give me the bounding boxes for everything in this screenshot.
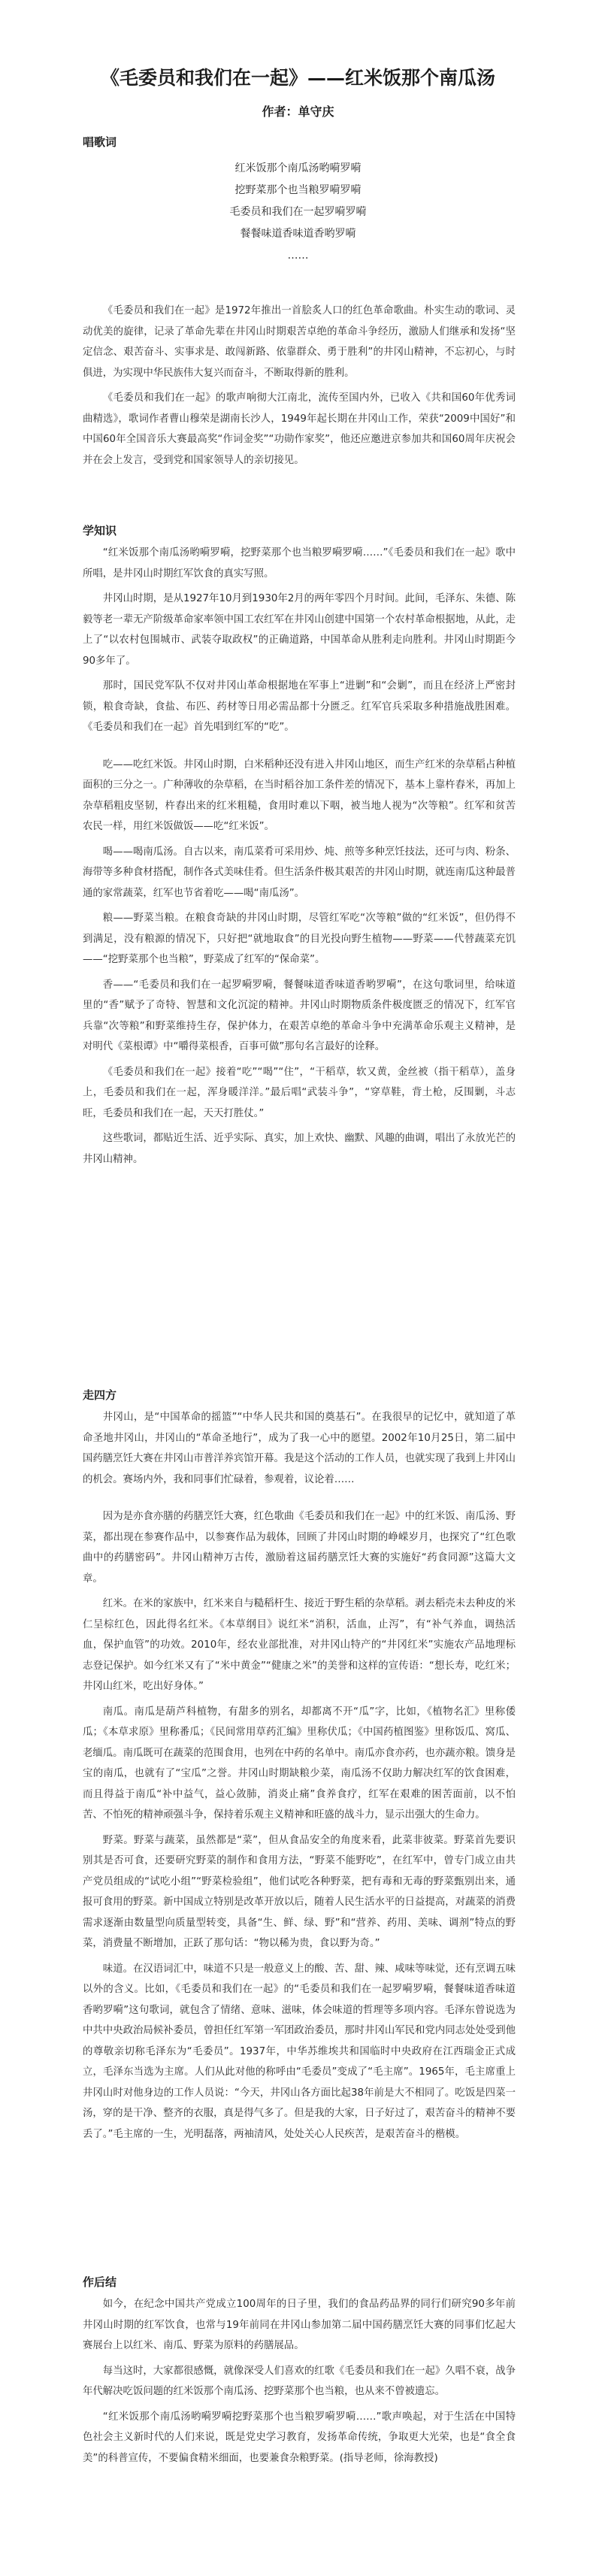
- paragraph: 因为是亦食亦膳的药膳烹饪大赛，红色歌曲《毛委员和我们在一起》中的红米饭、南瓜汤、野菜，都出现在参赛作品中，以参赛作品为载体，回顾了井冈山时期的峥嵘岁月，也探究了“红色歌曲中的药膳密码”。井冈山精神万古传，激励着这届药膳烹饪大赛的实施好“药食同源”这篇大文章。: [83, 1511, 516, 1585]
- paragraph: 如今，在纪念中国共产党成立100周年的日子里，我们的食品药品界的同行们研究90多年前井冈山时期的红军饮食，也常与19年前同在井冈山参加第二届中国药膳烹饪大赛的同事们忆起大赛展台上以红米、南瓜、野菜为原料的药膳展品。: [83, 2299, 516, 2351]
- section-heading-conclusion: 作后结: [83, 2275, 117, 2289]
- paragraph: 每当这时，大家都很感慨，就像深受人们喜欢的红歌《毛委员和我们在一起》久唱不衰，战争年代解决吃饭问题的红米饭那个南瓜汤、挖野菜那个也当粮，也从来不曾被遗忘。: [83, 2365, 516, 2397]
- section-heading-visit: 走四方: [83, 1388, 117, 1402]
- paragraph: “红米饭那个南瓜汤哟嗬罗嗬挖野菜那个也当粮罗嗬罗嗬……”歌声唤起，对于生活在中国特色社会主义新时代的人们来说，既是党史学习教育，发扬革命传统，争取更大光荣，也是“食全食美”的科普宣传，不要偏食精米细面，也要兼食杂粮野菜。(指导老师，徐海教授): [83, 2411, 516, 2464]
- paragraph: 粮——野菜当粮。在粮食奇缺的井冈山时期，尽管红军吃“次等粮”做的“红米饭”，但仍得不到满足，没有粮源的情况下，只好把“就地取食”的目光投向野生植物——野菜——代替蔬菜充饥——“挖野菜那个也当粮”，野菜成了红军的“保命菜”。: [83, 913, 516, 965]
- paragraph: 《毛委员和我们在一起》接着“吃”“喝”“住”，“干稻草，软又黄，金丝被（指干稻草），盖身上，毛委员和我们在一起，浑身暖洋洋。”最后唱“武装斗争”，“穿草鞋，背土枪，反围剿，斗志旺，毛委员和我们在一起，天天打胜仗。”: [83, 1066, 516, 1119]
- paragraph: 野菜。野菜与蔬菜，虽然都是“菜”，但从食品安全的角度来看，此菜非彼菜。野菜首先要识别其是否可食，还要研究野菜的制作和食用方法，“野菜不能野吃”，在红军中，曾专门成立由共产党员组成的“试吃小组”“野菜检验组”，他们试吃各种野菜，把有毒和无毒的野菜甄别出来，通报可食用的野菜。新中国成立特别是改革开放以后，随着人民生活水平的日益提高，对蔬菜的消费需求逐渐由数量型向质量型转变，具备“生、鲜、绿、野”和“营养、药用、美味、调剂”特点的野菜，消费量不断增加，正跃了那句话：“物以稀为贵，食以野为奇。”: [83, 1834, 516, 1949]
- section-heading-learn: 学知识: [83, 524, 117, 537]
- lyric-line: 毛委员和我们在一起罗嗬罗嗬: [229, 206, 367, 218]
- intro-section: [83, 301, 516, 475]
- paragraph: 井冈山时期，是从1927年10月到1930年2月的两年零四个月时间。此间，毛泽东、朱德、陈毅等老一辈无产阶级革命家率领中国工农红军在井冈山创建中国第一个农村革命根据地，从此，走上了“以农村包围城市、武装夺取政权”的正确道路，中国革命从胜利走向胜利。井冈山时期距今90多年了。: [83, 593, 516, 667]
- paragraph: 南瓜。南瓜是葫芦科植物，有甜多的别名，却都离不开“瓜”字，比如，《植物名汇》里称倭瓜；《本草求原》里称番瓜；《民间常用草药汇编》里称伏瓜；《中国药植图鉴》里称饭瓜、窝瓜、老缅瓜。南瓜既可在蔬菜的范围食用，也列在中药的名单中。南瓜亦食亦药，也亦蔬亦粮。馈身是宝的南瓜，也就有了“宝瓜”之誉。井冈山时期缺粮少菜，南瓜汤不仅助力解决红军的饮食困难，而且得益于南瓜“补中益气，益心敛肺，消炎止痛”食养食疗，红军在艰难的困苦面前，以不怕苦、不怕死的精神顽强斗争，保持着乐观主义精神和旺盛的战斗力，显示出强大的生命力。: [83, 1706, 516, 1821]
- conclusion-section: [83, 2294, 516, 2473]
- paragraph: 香——“毛委员和我们在一起罗嗬罗嗬，餐餐味道香味道香哟罗嗬”，在这句歌词里，给味道里的“香”赋予了奇特、智慧和文化沉淀的精神。井冈山时期物质条件极度匮乏的情况下，红军官兵靠“次等粮”和野菜维持生存，保护体力，在艰苦卓绝的革命斗争中充满革命乐观主义精神，是对明代《菜根谭》中“嚼得菜根香，百事可做”那句名言最好的诠释。: [83, 979, 516, 1052]
- section-heading-lyrics: 唱歌词: [83, 135, 117, 149]
- paragraph: 井冈山，是“中国革命的摇篮”“中华人民共和国的奠基石”。在我很早的记忆中，就知道了革命圣地井冈山，井冈山的“革命圣地行”，成为了我一心中的愿望。2002年10月25日，第二届中国药膳烹饪大赛在井冈山市普洋养宾馆开幕。我是这个活动的工作人员，也就实现了我到上井冈山的机会。赛场内外，我和同事们忙碌着，参观着，议论着……: [83, 1412, 516, 1485]
- lyrics-block: [0, 158, 596, 267]
- visit-section: [83, 1407, 516, 2149]
- lyric-line: 挖野菜那个也当粮罗嗬罗嗬: [234, 184, 362, 196]
- paragraph: 味道。在汉语词汇中，味道不只是一般意义上的酸、苦、甜、辣、咸味等味觉，还有烹调五味以外的含义。比如，《毛委员和我们在一起》的“毛委员和我们在一起罗嗬罗嗬，餐餐味道香味道香哟罗嗬”这句歌词，就包含了情绪、意味、滋味，体会味道的哲理等多项内容。毛泽东曾说选为中共中央政治局候补委员，曾担任红军第一军团政治委员，那时井冈山军民和党内同志处处受到他的尊敬亲切称毛泽东为“毛委员”。1937年，中华苏维埃共和国临时中央政府在江西瑞金正式成立，毛泽东当选为主席。人们从此对他的称呼由“毛委员”变成了“毛主席”。1965年，毛主席重上井冈山时对他身边的工作人员说：“今天，井冈山各方面比起38年前是大不相同了。吃饭是四菜一汤，穿的是干净、整齐的衣服，真是得气多了。但是我的大家，日子好过了，艰苦奋斗的精神不要丢了。”毛主席的一生，光明磊落，两袖清风，处处关心人民疾苦，是艰苦奋斗的楷模。: [83, 1963, 516, 2140]
- paragraph: 《毛委员和我们在一起》是1972年推出一首脍炙人口的红色革命歌曲。朴实生动的歌词、灵动优美的旋律，记录了革命先辈在井冈山时期艰苦卓绝的革命斗争经历，激励人们继承和发扬“坚定信念、艰苦奋斗、实事求是、敢闯新路、依靠群众、勇于胜利”的井冈山精神，不忘初心，与时俱进，为实现中华民族伟大复兴而奋斗，不断取得新的胜利。: [83, 305, 516, 379]
- paragraph: 《毛委员和我们在一起》的歌声响彻大江南北，流传至国内外，已收入《共和国60年优秀词曲精选》，歌词作者曹山穆荣是湖南长沙人，1949年起长期在井冈山工作，荣获“2009中国好”和中国60年全国音乐大赛最高奖“作词金奖”“功勋作家奖”，他还应邀进京参加共和国60周年庆祝会并在会上发言，受到党和国家领导人的亲切接见。: [83, 392, 516, 466]
- lyric-line: 餐餐味道香味道香哟罗嗬: [240, 228, 356, 240]
- article-author: 作者：单守庆: [262, 104, 334, 119]
- paragraph: 吃——吃红米饭。井冈山时期，白米稻种还没有进入井冈山地区，而生产红米的杂草稻占种植面积的三分之一。广种薄收的杂草稻，在当时稻谷加工条件差的情况下，基本上靠杵舂米，再加上杂草稻粗皮坚韧，杵舂出来的红米粗糙，食用时难以下咽，被当地人视为“次等粮”。红军和贫苦农民一样，用红米饭做饭——吃“红米饭”。: [83, 758, 516, 832]
- paragraph: 那时，国民党军队不仅对井冈山革命根据地在军事上“进剿”和“会剿”，而且在经济上严密封锁，粮食奇缺，食盐、布匹、药材等日用必需品都十分匮乏。红军官兵采取多种措施战胜困难。《毛委员和我们在一起》首先唱到红军的“吃”。: [83, 680, 516, 733]
- lyric-line: 红米饭那个南瓜汤哟嗬罗嗬: [234, 162, 362, 174]
- paragraph: “红米饭那个南瓜汤哟嗬罗嗬，挖野菜那个也当粮罗嗬罗嗬……”《毛委员和我们在一起》歌中所唱，是井冈山时期红军饮食的真实写照。: [83, 547, 516, 580]
- paragraph: 喝——喝南瓜汤。自古以来，南瓜菜肴可采用炒、炖、煎等多种烹饪技法，还可与肉、粉条、海带等多种食材搭配，制作各式美味佳肴。但生活条件极其艰苦的井冈山时期，就连南瓜这种最普通的家常蔬菜，红军也节省着吃——喝“南瓜汤”。: [83, 846, 516, 899]
- lyric-ellipsis: ……: [287, 250, 309, 262]
- learn-section: [83, 543, 516, 1174]
- paragraph: 红米。在米的家族中，红米来自与糙稻杆生、接近于野生稻的杂草稻。剥去稻壳未去种皮的米仁呈棕红色，因此得名红米。《本草纲目》说红米“消积，活血，止泻”，有“补气养血，调热活血，保护血管”的功效。2010年，经农业部批准，对井冈山特产的“井冈红米”实施农产品地理标志登记保护。如今红米又有了“米中黄金”“健康之米”的美誉和这样的宣传语：“想长寿，吃红米；井冈山红米，吃出好身体。”: [83, 1598, 516, 1692]
- article-title: 《毛委员和我们在一起》——红米饭那个南瓜汤: [100, 67, 495, 89]
- paragraph: 这些歌词，都贴近生活、近乎实际、真实，加上欢快、幽默、风趣的曲调，唱出了永放光芒的井冈山精神。: [83, 1133, 516, 1165]
